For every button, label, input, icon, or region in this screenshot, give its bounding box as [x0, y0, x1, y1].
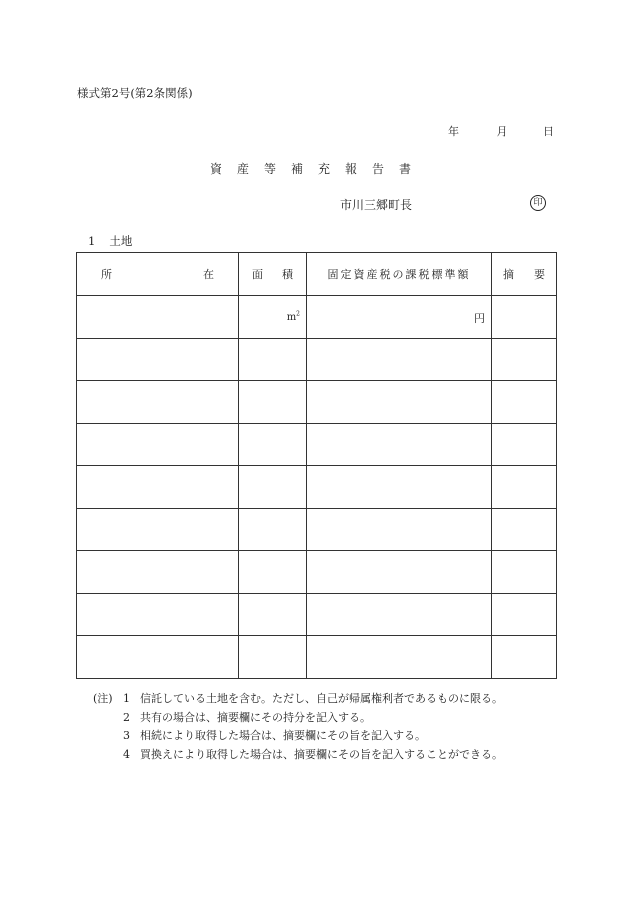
- area-cell[interactable]: [239, 508, 307, 551]
- section-heading: [88, 233, 132, 249]
- note-item: 2 共有の場合は、摘要欄にその持分を記入する。: [123, 710, 371, 724]
- table-row: [77, 338, 557, 381]
- remarks-cell[interactable]: [492, 636, 557, 679]
- location-cell[interactable]: [77, 423, 239, 466]
- note-item: 3 相続により取得した場合は、摘要欄にその旨を記入する。: [123, 729, 426, 742]
- area-cell[interactable]: [239, 636, 307, 679]
- remarks-cell[interactable]: [492, 466, 557, 509]
- section-number: 1: [88, 234, 96, 248]
- tax-base-cell[interactable]: [307, 381, 492, 424]
- date-month-label: 月: [496, 125, 508, 138]
- table-row: [77, 551, 557, 594]
- tax-base-cell[interactable]: [307, 593, 492, 636]
- area-cell[interactable]: [239, 466, 307, 509]
- area-cell[interactable]: [239, 381, 307, 424]
- note-item: 4 買換えにより取得した場合は、摘要欄にその旨を記入することができる。: [123, 747, 503, 761]
- location-cell[interactable]: [77, 636, 239, 679]
- remarks-cell[interactable]: [492, 508, 557, 551]
- area-unit: m: [286, 312, 297, 323]
- location-cell[interactable]: [77, 551, 239, 594]
- land-table: [76, 252, 557, 679]
- header-area: 面 積: [239, 253, 307, 296]
- area-cell[interactable]: $m^2$: [239, 296, 307, 339]
- table-row: [77, 508, 557, 551]
- area-cell[interactable]: [239, 551, 307, 594]
- yen-unit: 円: [474, 312, 485, 325]
- tax-base-cell[interactable]: [307, 636, 492, 679]
- header-location: 所 在: [77, 253, 239, 296]
- remarks-cell[interactable]: [492, 338, 557, 381]
- table-row: [77, 381, 557, 424]
- remarks-cell[interactable]: [492, 423, 557, 466]
- addressee: 市川三郷町長: [340, 198, 413, 212]
- form-number: 様式第2号(第2条関係): [77, 86, 193, 100]
- location-cell[interactable]: [77, 338, 239, 381]
- header-remarks: 摘 要: [492, 253, 557, 296]
- table-row: [77, 636, 557, 679]
- area-cell[interactable]: [239, 593, 307, 636]
- remarks-cell[interactable]: [492, 296, 557, 339]
- area-cell[interactable]: [239, 338, 307, 381]
- tax-base-cell[interactable]: [307, 551, 492, 594]
- location-cell[interactable]: [77, 508, 239, 551]
- table-row: [77, 296, 557, 339]
- remarks-cell[interactable]: [492, 381, 557, 424]
- location-cell[interactable]: [77, 381, 239, 424]
- date-day-label: 日: [543, 125, 554, 138]
- location-cell[interactable]: [77, 593, 239, 636]
- seal-stamp: 印: [530, 195, 546, 211]
- tax-base-cell[interactable]: [307, 423, 492, 466]
- location-cell[interactable]: [77, 466, 239, 509]
- tax-base-cell[interactable]: [307, 296, 492, 339]
- table-row: [77, 466, 557, 509]
- table-row: [77, 423, 557, 466]
- tax-base-cell[interactable]: [307, 338, 492, 381]
- notes: [93, 690, 503, 764]
- table-row: [77, 593, 557, 636]
- tax-base-cell[interactable]: [307, 466, 492, 509]
- notes-label: (注): [93, 692, 113, 705]
- location-cell[interactable]: [77, 296, 239, 339]
- section-label: 土地: [109, 234, 133, 248]
- document-title: 資産等補充報告書: [209, 162, 426, 176]
- header-tax-base: 固定資産税の課税標準額: [307, 253, 492, 296]
- remarks-cell[interactable]: [492, 593, 557, 636]
- date-year-label: 年: [448, 125, 459, 138]
- remarks-cell[interactable]: [492, 551, 557, 594]
- tax-base-cell[interactable]: [307, 508, 492, 551]
- note-item: (注) 1 信託している土地を含む。ただし、自己が帰属権利者であるものに限る。: [93, 690, 503, 709]
- date-line: [448, 123, 554, 139]
- table-header-row: [77, 253, 557, 296]
- area-cell[interactable]: [239, 423, 307, 466]
